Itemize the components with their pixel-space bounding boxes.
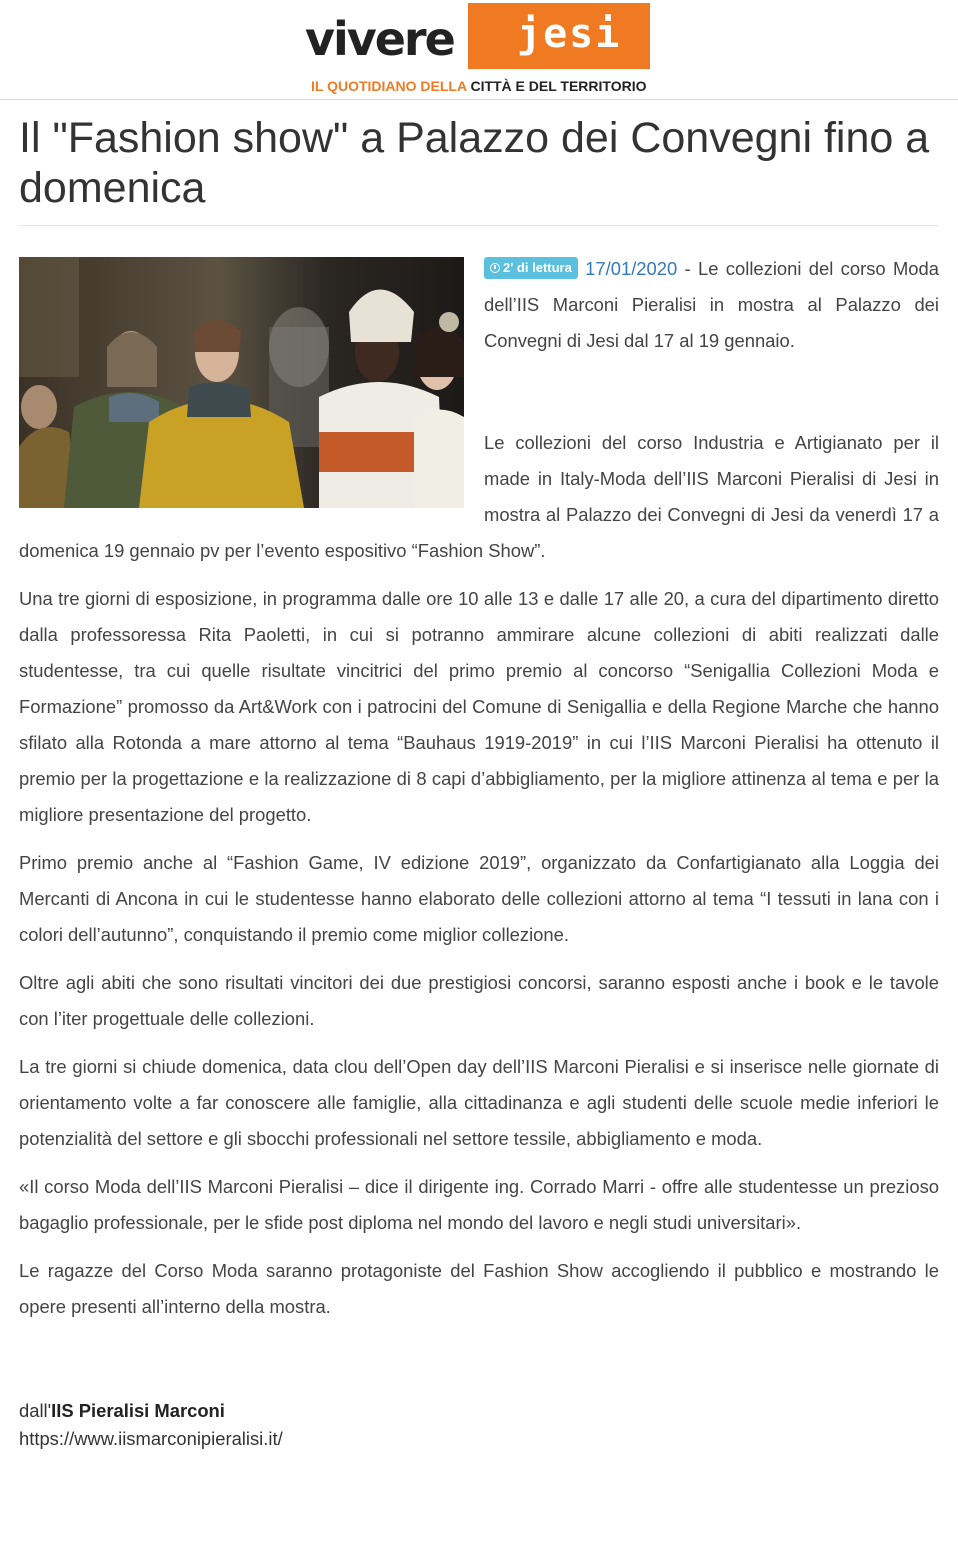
logo-city-name: jesi [517, 11, 622, 57]
clock-icon [490, 263, 500, 273]
source-url[interactable]: https://www.iismarconipieralisi.it/ [19, 1428, 283, 1449]
logo-tagline [311, 77, 647, 95]
reading-time-badge [484, 257, 578, 279]
article-paragraph: Una tre giorni di esposizione, in programma dalle ore 10 alle 13 e dalle 17 alle 20, a cura del dipartimento diretto dalla professoressa Rita Paoletti, in cui si potranno ammirare alcune collezioni di abiti realizzati dalle studentesse, tra cui quelle risultate vincitrici del primo premio al concorso “Senigallia Collezioni Moda e Formazione” promosso da Art&Work con i patrocini del Comune di Senigallia e della Regione Marche che hanno sfilato alla Rotonda a mare attorno al tema “Bauhaus 1919-2019” in cui l’IIS Marconi Pieralisi ha ottenuto il premio per la progettazione e la realizzazione di 8 capi d’abbigliamento, per la migliore attinenza al tema e per la migliore presentazione del progetto. [19, 588, 939, 825]
article-photo[interactable] [19, 257, 464, 508]
site-logo[interactable] [305, 3, 655, 97]
reading-time-text: 2' di lettura [503, 260, 572, 275]
tagline-part-dark: CITTÀ E DEL TERRITORIO [470, 78, 647, 94]
article-paragraph: «Il corso Moda dell’IIS Marconi Pieralisi – dice il dirigente ing. Corrado Marri - offre alle studentesse un prezioso bagaglio professionale, per le sfide post diploma nel mondo del lavoro e negli studi universitari». [19, 1176, 939, 1233]
article-paragraph: Le collezioni del corso Industria e Artigianato per il made in Italy-Moda dell’IIS Marconi Pieralisi di Jesi in mostra al Palazzo dei Convegni di Jesi da venerdì 17 a domenica 19 gennaio pv per l’evento espositivo “Fashion Show”. [19, 432, 939, 561]
article-title: Il "Fashion show" a Palazzo dei Convegni fino a domenica [19, 114, 930, 212]
article-paragraph: Primo premio anche al “Fashion Game, IV edizione 2019”, organizzato da Confartigianato alla Loggia dei Mercanti di Ancona in cui le studentesse hanno elaborato delle collezioni attorno al tema “I tessuti in lana con i colori dell’autunno”, conquistando il premio come miglior collezione. [19, 852, 939, 945]
article-body [19, 251, 939, 1453]
source-name: IIS Pieralisi Marconi [51, 1400, 225, 1421]
logo-wordmark: vivere [305, 12, 454, 66]
article-paragraph: La tre giorni si chiude domenica, data clou dell’Open day dell’IIS Marconi Pieralisi e si inserisce nelle giornate di orientamento volte a far conoscere alle famiglie, alla cittadinanza e agli studenti delle scuole medie inferiori le potenzialità del settore e gli sbocchi professionali nel settore tessile, abbigliamento e moda. [19, 1056, 939, 1149]
source-prefix: dall' [19, 1400, 52, 1421]
article-source [19, 1397, 939, 1453]
article-date[interactable]: 17/01/2020 [585, 258, 678, 279]
fashion-show-photo [19, 257, 464, 508]
lead-text: - Le collezioni del corso Moda dell’IIS Marconi Pieralisi in mostra al Palazzo dei Convegni di Jesi dal 17 al 19 gennaio. [484, 258, 939, 351]
article-paragraph: Le ragazze del Corso Moda saranno protagoniste del Fashion Show accogliendo il pubblico e mostrando le opere presenti all’interno della mostra. [19, 1260, 939, 1317]
tagline-part-orange: IL QUOTIDIANO DELLA [311, 78, 467, 94]
article-paragraph: Oltre agli abiti che sono risultati vincitori dei due prestigiosi concorsi, saranno esposti anche i book e le tavole con l’iter progettuale delle collezioni. [19, 972, 939, 1029]
title-divider [19, 225, 939, 226]
source-spacer [19, 1337, 939, 1397]
site-header [0, 0, 958, 100]
